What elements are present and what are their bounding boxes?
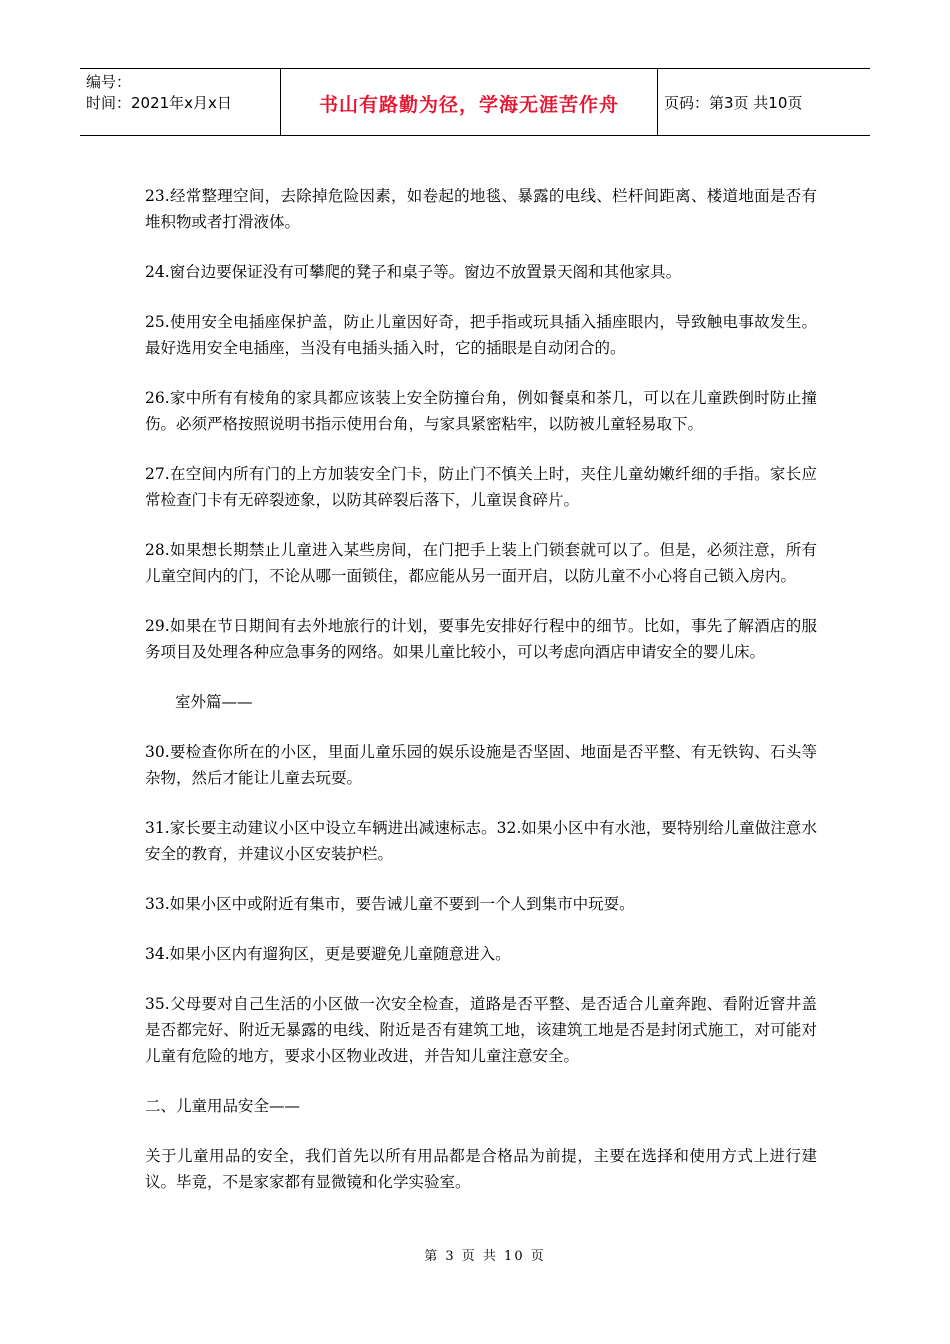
paragraph-25: 25.使用安全电插座保护盖，防止儿童因好奇，把手指或玩具插入插座眼内，导致触电事故发生。最好选用安全电插座，当没有电插头插入时，它的插眼是自动闭合的。 bbox=[145, 313, 817, 357]
section-heading-products: 二、儿童用品安全—— bbox=[145, 1097, 301, 1115]
paragraph-28: 28.如果想长期禁止儿童进入某些房间，在门把手上装上门锁套就可以了。但是，必须注意，所有儿童空间内的门，不论从哪一面锁住，都应能从另一面开启，以防儿童不小心将自己锁入房内。 bbox=[145, 541, 817, 585]
number-label: 编号： bbox=[86, 73, 132, 91]
page-info: 页码：第3页 共10页 bbox=[664, 93, 803, 112]
paragraph-24: 24.窗台边要保证没有可攀爬的凳子和桌子等。窗边不放置景天阁和其他家具。 bbox=[145, 263, 682, 281]
paragraph-29: 29.如果在节日期间有去外地旅行的计划，要事先安排好行程中的细节。比如，事先了解酒店的服务项目及处理各种应急事务的网络。如果儿童比较小，可以考虑向酒店申请安全的婴儿床。 bbox=[145, 617, 817, 661]
page-header bbox=[80, 68, 870, 136]
paragraph-35: 35.父母要对自己生活的小区做一次安全检查，道路是否平整、是否适合儿童奔跑、看附近窨井盖是否都完好、附近无暴露的电线、附近是否有建筑工地，该建筑工地是否是封闭式施工，对可能对儿童有危险的地方，要求小区物业改进，并告知儿童注意安全。 bbox=[145, 995, 817, 1065]
footer-page-number: 第 3 页 共 10 页 bbox=[424, 1249, 546, 1264]
paragraph-products-intro: 关于儿童用品的安全，我们首先以所有用品都是合格品为前提，主要在选择和使用方式上进行建议。毕竟，不是家家都有显微镜和化学实验室。 bbox=[145, 1147, 817, 1191]
header-meta-cell bbox=[80, 69, 281, 135]
paragraph-31-32: 31.家长要主动建议小区中设立车辆进出减速标志。32.如果小区中有水池，要特别给儿童做注意水安全的教育，并建议小区安装护栏。 bbox=[145, 819, 817, 863]
header-page-cell bbox=[658, 69, 870, 135]
paragraph-27: 27.在空间内所有门的上方加装安全门卡，防止门不慎关上时，夹住儿童幼嫩纤细的手指。家长应常检查门卡有无碎裂迹象，以防其碎裂后落下，儿童误食碎片。 bbox=[145, 465, 817, 509]
paragraph-23: 23.经常整理空间，去除掉危险因素，如卷起的地毯、暴露的电线、栏杆间距离、楼道地面是否有堆积物或者打滑液体。 bbox=[145, 187, 817, 231]
paragraph-34: 34.如果小区内有遛狗区，更是要避免儿童随意进入。 bbox=[145, 945, 511, 963]
section-heading-outdoor: 室外篇—— bbox=[175, 693, 253, 711]
paragraph-26: 26.家中所有有棱角的家具都应该装上安全防撞台角，例如餐桌和茶几，可以在儿童跌倒时防止撞伤。必须严格按照说明书指示使用台角，与家具紧密粘牢，以防被儿童轻易取下。 bbox=[145, 389, 817, 433]
motto-text: 书山有路勤为径，学海无涯苦作舟 bbox=[318, 93, 619, 116]
header-motto-cell bbox=[281, 69, 658, 135]
page-footer bbox=[0, 1245, 950, 1264]
paragraph-30: 30.要检查你所在的小区，里面儿童乐园的娱乐设施是否坚固、地面是否平整、有无铁钩、石头等杂物，然后才能让儿童去玩耍。 bbox=[145, 743, 817, 787]
time-label: 时间：2021年x月x日 bbox=[86, 94, 232, 112]
paragraph-33: 33.如果小区中或附近有集市，要告诫儿童不要到一个人到集市中玩耍。 bbox=[145, 895, 635, 913]
document-body bbox=[145, 183, 817, 1219]
